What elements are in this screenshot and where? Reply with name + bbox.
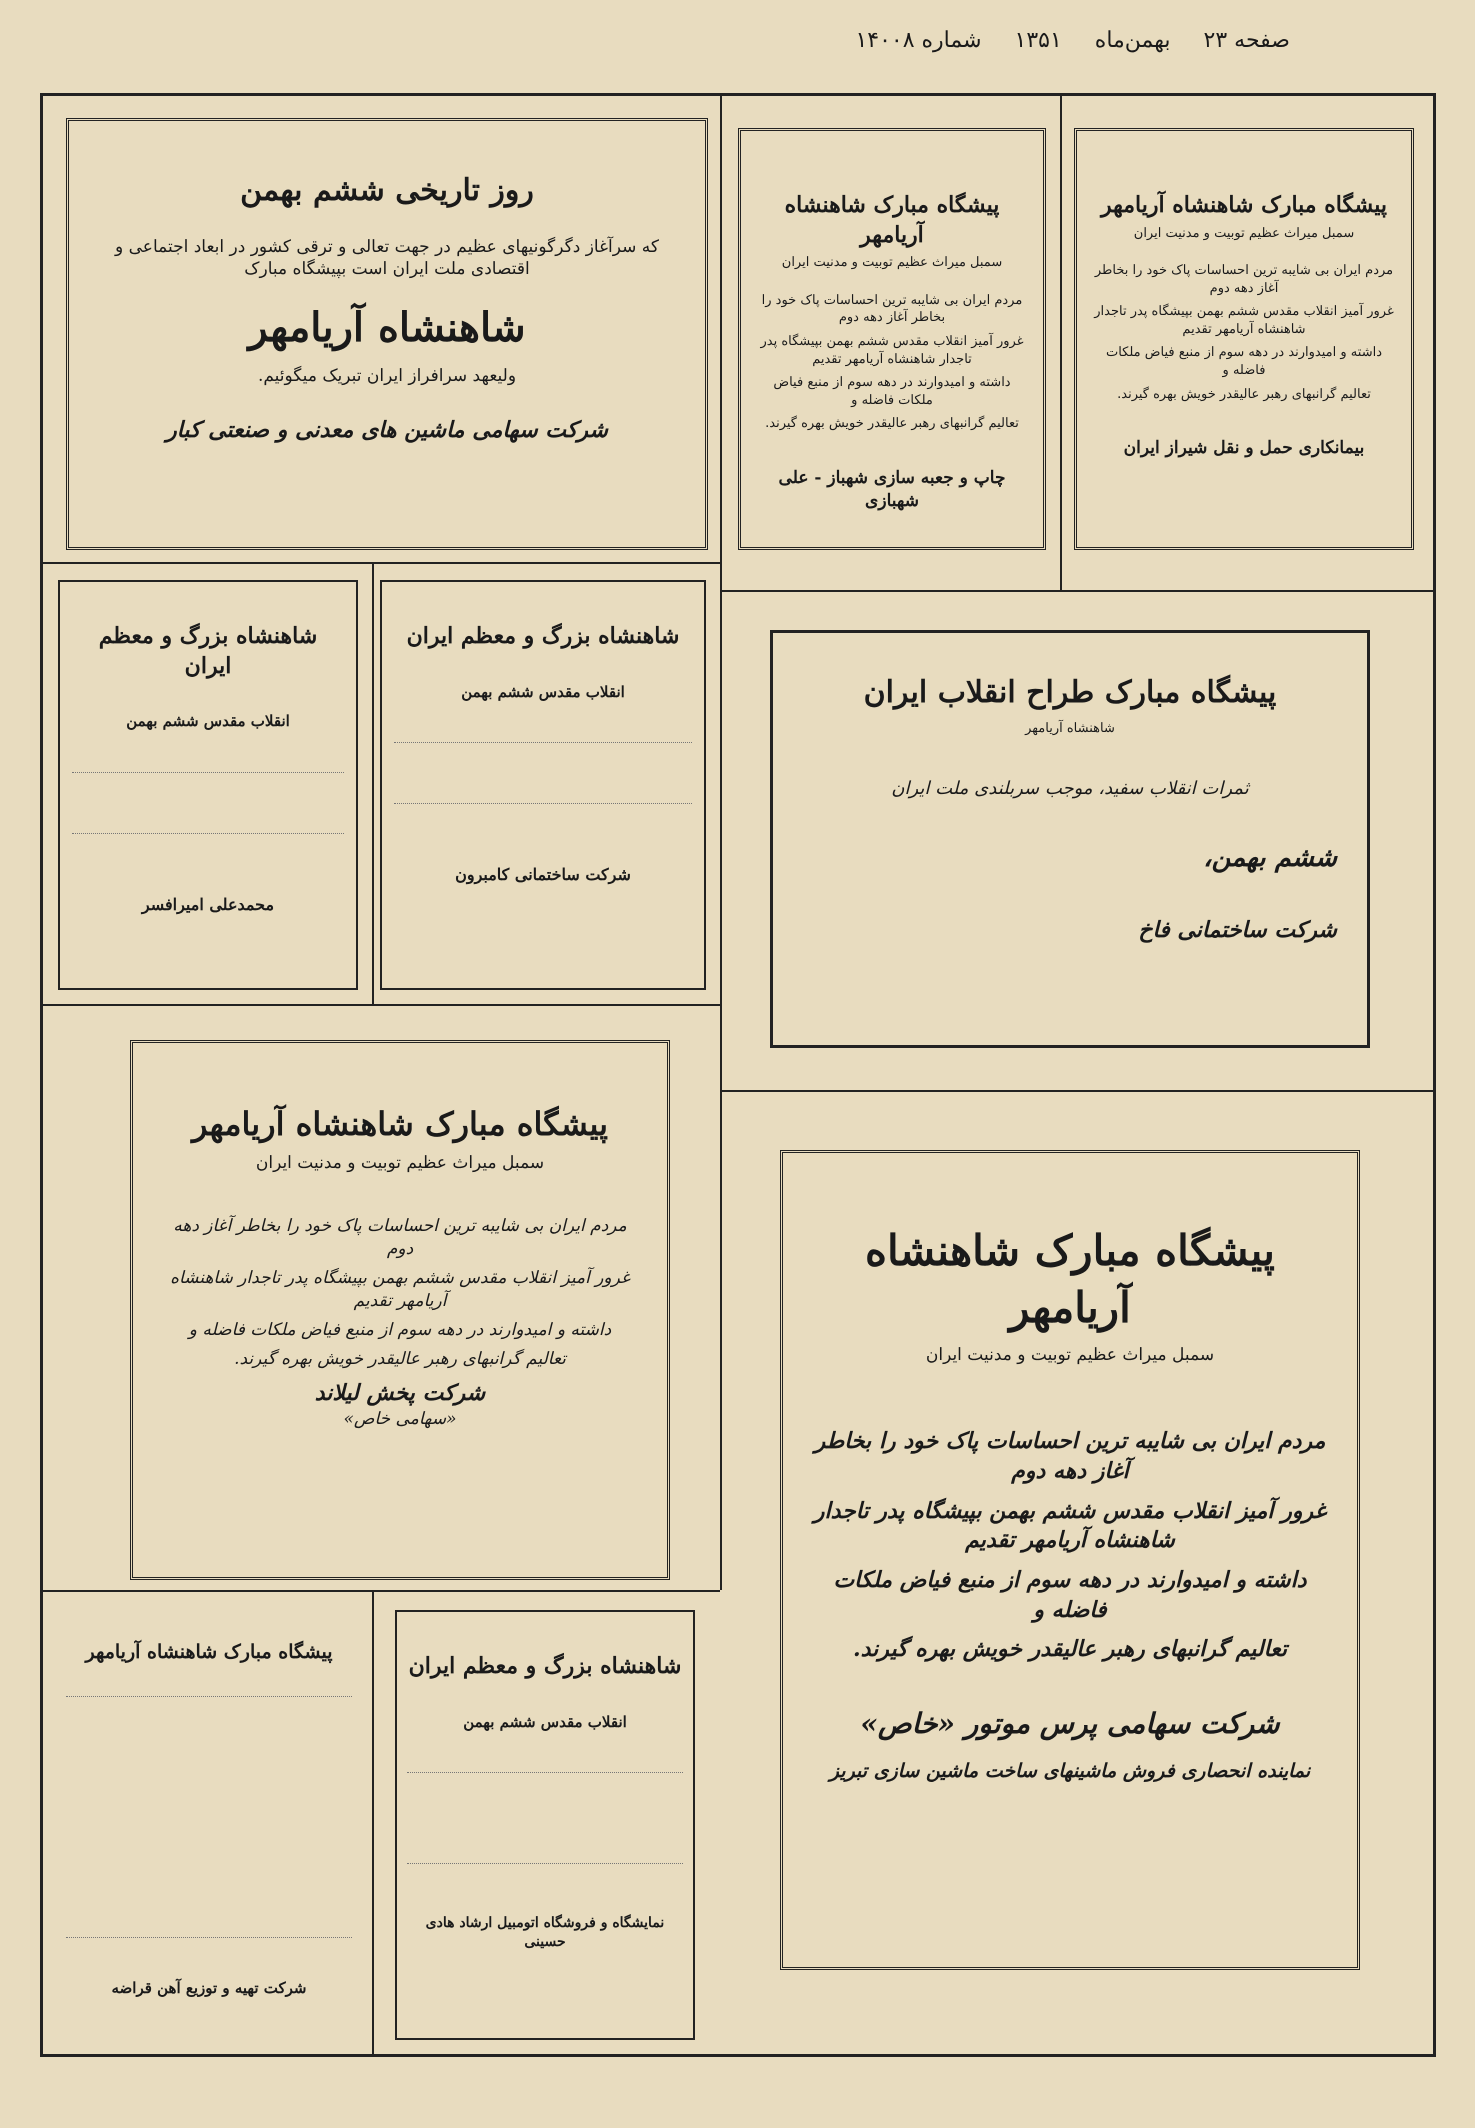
ad-shiraz-transport (1074, 128, 1414, 550)
ad-sign: محمدعلی امیرافسر (141, 894, 275, 914)
divider (42, 1004, 720, 1006)
ad-sign: شرکت ساختمانی فاخ (1138, 917, 1337, 944)
ad-title: روز تاریخی ششم بهمن (240, 173, 534, 208)
ad-title: پیشگاه مبارک شاهنشاه آریامهر (1100, 192, 1388, 218)
ad-subtitle: سمبل میراث عظیم توبیت و مدنیت ایران (925, 1345, 1215, 1366)
page-number: صفحه ۲۳ (1203, 28, 1290, 53)
ad-line: غرور آمیز انقلاب مقدس ششم بهمن بپیشگاه پدر تاجدار شاهنشاه آریامهر تقدیم (170, 1268, 630, 1311)
divider (372, 562, 374, 1004)
issue-year: ۱۳۵۱ (1014, 28, 1062, 53)
divider (42, 562, 720, 564)
ad-sign: شرکت ساختمانی کامبرون (455, 864, 631, 884)
ad-sign: شرکت سهامی ماشین های معدنی و صنعتی کبار (166, 417, 608, 444)
ad-amirafsar (58, 580, 358, 990)
ad-ershad-auto (395, 1610, 695, 2040)
ad-subtitle: سمبل میراث عظیم توبیت و مدنیت ایران (781, 255, 1003, 271)
ad-label: ششم بهمن، (1203, 843, 1337, 874)
ad-line: داشته و امیدوارند در دهه سوم از منبع فیاض ملکات فاضله و (833, 1567, 1307, 1623)
ad-intro: که سرآغاز دگرگونیهای عظیم در جهت تعالی و ترقی کشور در ابعاد اجتماعی و اقتصادی ملت ایران است بپیشگاه مبارک (115, 236, 659, 280)
ad-line: تعالیم گرانبهای رهبر عالیقدر خویش بهره گیرند. (234, 1348, 566, 1369)
ad-subtitle: سمبل میراث عظیم توبیت و مدنیت ایران (255, 1153, 545, 1174)
ad-sign-sub: نماینده انحصاری فروش ماشینهای ساخت ماشین سازی تبریز (829, 1759, 1311, 1782)
ad-title: پیشگاه مبارک شاهنشاه آریامهر (191, 1105, 609, 1143)
ad-subtitle: شاهنشاه آریامهر (1025, 720, 1115, 736)
divider (42, 1590, 720, 1592)
ad-leyland (130, 1040, 670, 1580)
ad-line: داشته و امیدوارند در دهه سوم از منبع فیاض ملکات فاضله و (188, 1319, 612, 1340)
ad-event: انقلاب مقدس ششم بهمن (461, 682, 625, 701)
ad-title: پیشگاه مبارک طراح انقلاب ایران (863, 675, 1277, 710)
ad-shahbaz (738, 128, 1046, 550)
divider (1060, 95, 1062, 590)
ad-line: غرور آمیز انقلاب مقدس ششم بهمن بپیشگاه پدر تاجدار شاهنشاه آریامهر تقدیم (813, 1497, 1327, 1554)
ad-name: شاهنشاه بزرگ و معظم ایران (406, 623, 680, 649)
ad-line: ثمرات انقلاب سفید، موجب سربلندی ملت ایران (891, 778, 1249, 800)
ad-name: شاهنشاه بزرگ و معظم ایران (408, 1653, 682, 1679)
ad-line: داشته و امیدوارند در دهه سوم از منبع فیاض ملکات فاضله و (773, 375, 1011, 408)
ad-line: تعالیم گرانبهای رهبر عالیقدر خویش بهره گیرند. (765, 416, 1019, 432)
ad-name: شاهنشاه بزرگ و معظم ایران (98, 623, 318, 679)
ad-event: انقلاب مقدس ششم بهمن (463, 1712, 627, 1731)
ad-sign: نمایشگاه و فروشگاه اتومبیل ارشاد هادی حسینی (425, 1914, 665, 1950)
ad-sign: شرکت پخش لیلاند (314, 1379, 486, 1406)
divider (720, 95, 722, 1590)
ad-kambaroon (380, 580, 706, 990)
ad-line: تعالیم گرانبهای رهبر عالیقدر خویش بهره گیرند. (852, 1636, 1288, 1663)
ad-sign: شرکت سهامی پرس موتور «خاص» (860, 1707, 1280, 1741)
ad-title: پیشگاه مبارک شاهنشاه آریامهر (865, 1226, 1275, 1332)
ad-text (72, 772, 344, 834)
page-header (850, 28, 1290, 68)
ad-text (394, 742, 692, 804)
ad-subtitle: سمبل میراث عظیم توبیت و مدنیت ایران (1133, 225, 1355, 241)
divider (372, 1590, 374, 2056)
ad-line: مردم ایران بی شایبه ترین احساسات پاک خود را بخاطر آغاز دهه دوم (761, 292, 1023, 326)
ad-text (66, 1696, 352, 1938)
ad-title: پیشگاه مبارک شاهنشاه آریامهر (85, 1641, 333, 1663)
ad-line: غرور آمیز انقلاب مقدس ششم بهمن بپیشگاه پدر تاجدار شاهنشاه آریامهر تقدیم (760, 334, 1024, 367)
ad-scrap-iron (56, 1610, 362, 2040)
ad-sign: شرکت تهیه و توزیع آهن قراضه (111, 1978, 307, 1997)
ad-title: پیشگاه مبارک شاهنشاه آریامهر (784, 192, 1000, 248)
issue-number: شماره ۱۴۰۰۸ (855, 28, 982, 53)
ad-sign: چاپ و جعبه سازی شهباز - علی شهبازی (778, 467, 1006, 511)
issue-month: بهمن‌ماه (1094, 28, 1171, 53)
ad-line: مردم ایران بی شایبه ترین احساسات پاک خود را بخاطر آغاز دهه دوم (173, 1216, 627, 1260)
divider (720, 590, 1435, 592)
ad-line: داشته و امیدوارند در دهه سوم از منبع فیاض ملکات فاضله و (1105, 345, 1382, 378)
ad-sign: بیمانکاری حمل و نقل شیراز ایران (1123, 438, 1365, 459)
ad-greeting: ولیعهد سرافراز ایران تبریک میگوئیم. (257, 366, 517, 387)
ad-line: مردم ایران بی شایبه ترین احساسات پاک خود را بخاطر آغاز دهه دوم (814, 1428, 1326, 1484)
ad-sign-sub: «سهامی خاص» (343, 1409, 457, 1430)
ad-event: انقلاب مقدس ششم بهمن (126, 712, 290, 731)
ad-line: تعالیم گرانبهای رهبر عالیقدر خویش بهره گیرند. (1117, 386, 1371, 402)
ad-press-motor (780, 1150, 1360, 1970)
ad-name: شاهنشاه آریامهر (248, 304, 526, 352)
divider (720, 1090, 1435, 1092)
ad-kabar (66, 118, 708, 550)
ad-line: غرور آمیز انقلاب مقدس ششم بهمن بپیشگاه پدر تاجدار شاهنشاه آریامهر تقدیم (1094, 304, 1394, 337)
ad-text (407, 1772, 683, 1864)
ad-line: مردم ایران بی شایبه ترین احساسات پاک خود را بخاطر آغاز دهه دوم (1094, 263, 1394, 296)
ad-fakh (770, 630, 1370, 1048)
